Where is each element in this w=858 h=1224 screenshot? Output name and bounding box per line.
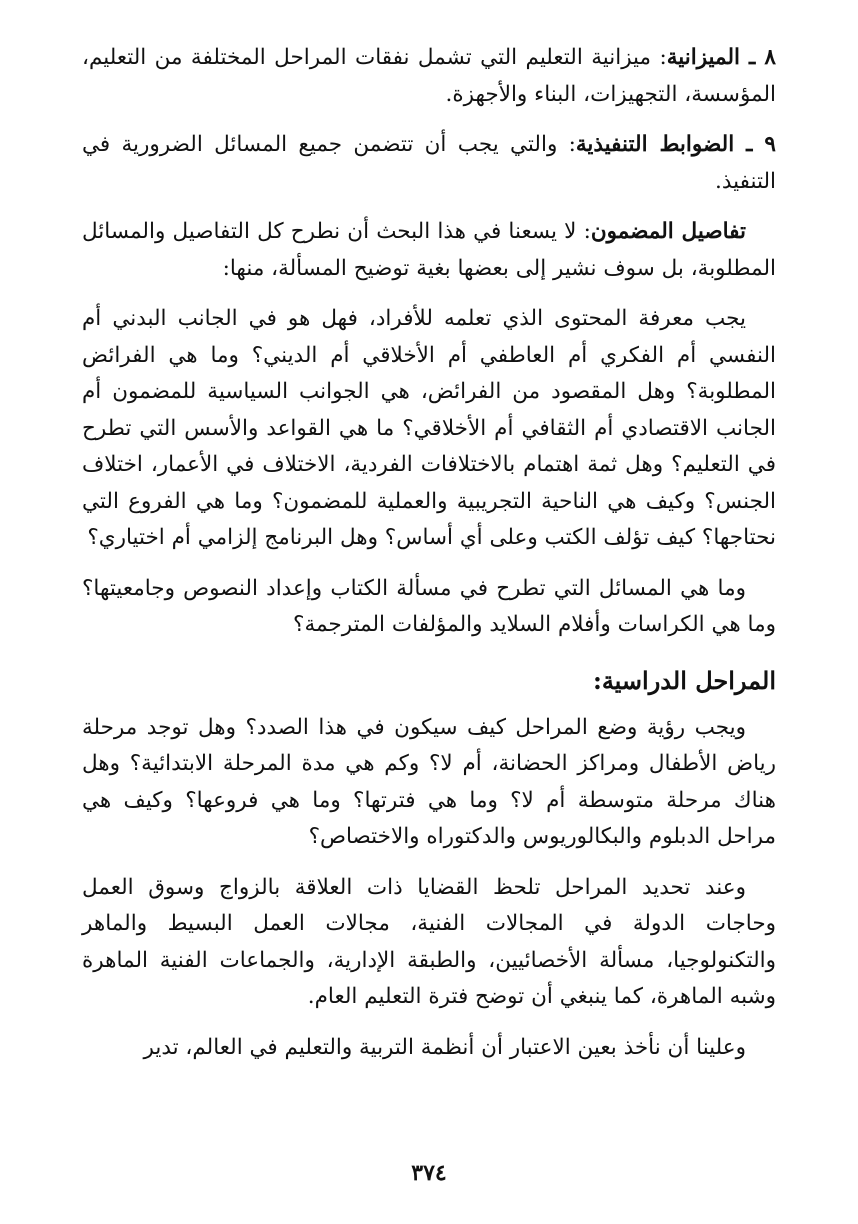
item-8-term: الميزانية [666, 45, 740, 70]
content-details-text: : لا يسعنا في هذا البحث أن نطرح كل التفاصيل والمسائل المطلوبة، بل سوف نشير إلى بعضها بغية توضيح المسألة، منها: [82, 219, 776, 281]
content-details-paragraph [82, 214, 776, 287]
item-9-term: الضوابط التنفيذية [575, 132, 735, 157]
item-8-number: ٨ ـ [740, 45, 776, 70]
paragraph-stage-criteria: وعند تحديد المراحل تلحظ القضايا ذات العلاقة بالزواج وسوق العمل وحاجات الدولة في المجالات الفنية، مجالات العمل البسيط والماهر والتكنولوجيا، مسألة الأخصائيين، والطبقة الإدارية، والجماعات الفنية الماهرة وشبه الماهرة، كما ينبغي أن توضح فترة التعليم العام. [82, 874, 776, 1009]
paragraph-books-questions: وما هي المسائل التي تطرح في مسألة الكتاب وإعداد النصوص وجامعيتها؟ وما هي الكراسات وأفلام السلايد والمؤلفات المترجمة؟ [82, 575, 776, 637]
item-9 [82, 127, 776, 200]
item-8 [82, 40, 776, 113]
paragraph-education-systems: وعلينا أن نأخذ بعين الاعتبار أن أنظمة التربية والتعليم في العالم، تدير [143, 1034, 746, 1060]
item-9-text: : والتي يجب أن تتضمن جميع المسائل الضرورية في التنفيذ. [82, 132, 776, 194]
section-heading: المراحل الدراسية: [592, 665, 776, 695]
page-number: ٣٧٤ [411, 1160, 447, 1186]
item-9-number: ٩ ـ [734, 132, 776, 157]
content-details-term: تفاصيل المضمون [590, 219, 746, 244]
paragraph-content-questions: يجب معرفة المحتوى الذي تعلمه للأفراد، فهل هو في الجانب البدني أم النفسي أم الفكري أم العاطفي أم الأخلاقي أم الديني؟ وما هي الفرائض المطلوبة؟ وهل المقصود من الفرائض، هي الجوانب السياسية للمضمون أم الجانب الاقتصادي أم الثقافي أم الأخلاقي؟ ما هي القواعد والأسس التي تطرح في التعليم؟ وهل ثمة اهتمام بالاختلافات الفردية، الاختلاف في الأعمار، اختلاف الجنس؟ وكيف هي الناحية التجريبية والعملية للمضمون؟ وما هي الفروع التي نحتاجها؟ كيف تؤلف الكتب وعلى أي أساس؟ وهل البرنامج إلزامي أم اختياري؟ [82, 306, 776, 550]
item-8-text: : ميزانية التعليم التي تشمل نفقات المراحل المختلفة من التعليم، المؤسسة، التجهيزات، البناء والأجهزة. [82, 45, 776, 107]
paragraph-stages: ويجب رؤية وضع المراحل كيف سيكون في هذا الصدد؟ وهل توجد مرحلة رياض الأطفال ومراكز الحضانة، أم لا؟ وكم هي مدة المرحلة الابتدائية؟ وهل هناك مرحلة متوسطة أم لا؟ وما هي فترتها؟ وما هي فروعها؟ وكيف هي مراحل الدبلوم والبكالوريوس والدكتوراه والاختصاص؟ [82, 714, 776, 849]
